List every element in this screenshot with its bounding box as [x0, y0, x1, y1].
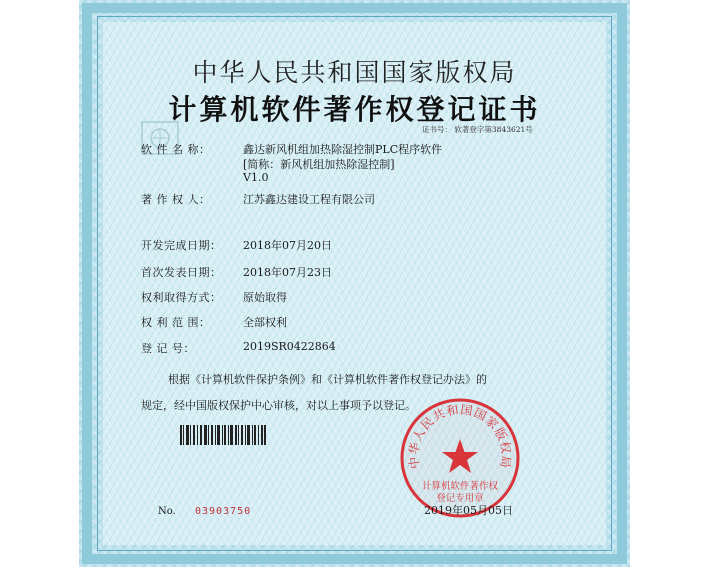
field-value: V1.0: [243, 171, 269, 184]
field-value: [简称：新风机组加热除湿控制]: [243, 158, 395, 171]
field-value: 2019SR0422864: [243, 340, 336, 353]
field-label: 开发完成日期：: [141, 239, 222, 252]
seal-line-2: 登记专用章: [436, 493, 484, 504]
seal-line-1: 计算机软件著作权: [421, 481, 499, 492]
field-label: 权利取得方式：: [141, 291, 222, 304]
certificate-number: 证书号： 软著登字第3843621号: [422, 125, 533, 134]
issuer-title: 中华人民共和国国家版权局: [192, 58, 517, 87]
field-value: 鑫达新风机组加热除湿控制PLC程序软件: [243, 143, 443, 156]
serial-number: 03903750: [195, 506, 252, 517]
field-label: 软 件 名 称：: [141, 143, 211, 156]
issue-date: 2019年05月05日: [424, 504, 513, 517]
barcode-icon: [180, 425, 266, 445]
field-label: 著 作 权 人：: [141, 193, 211, 206]
field-value: 2018年07月20日: [243, 239, 332, 252]
field-value: 江苏鑫达建设工程有限公司: [243, 193, 375, 206]
field-value: 全部权利: [243, 316, 287, 329]
field-label: 登 记 号：: [141, 342, 195, 355]
serial-label: No.: [158, 506, 176, 517]
field-value: 2018年07月23日: [243, 266, 332, 279]
statement-line-1: 根据《计算机软件保护条例》和《计算机软件著作权登记办法》的: [168, 373, 487, 386]
seal-arc-text: 中华人民共和国国家版权局: [406, 402, 514, 470]
field-label: 首次发表日期：: [141, 266, 222, 279]
field-value: 原始取得: [243, 291, 287, 304]
statement-line-2: 规定，经中国版权保护中心审核，对以上事项予以登记。: [141, 399, 416, 412]
certificate-title: 计算机软件著作权登记证书: [168, 93, 541, 126]
field-label: 权 利 范 围：: [141, 316, 211, 329]
